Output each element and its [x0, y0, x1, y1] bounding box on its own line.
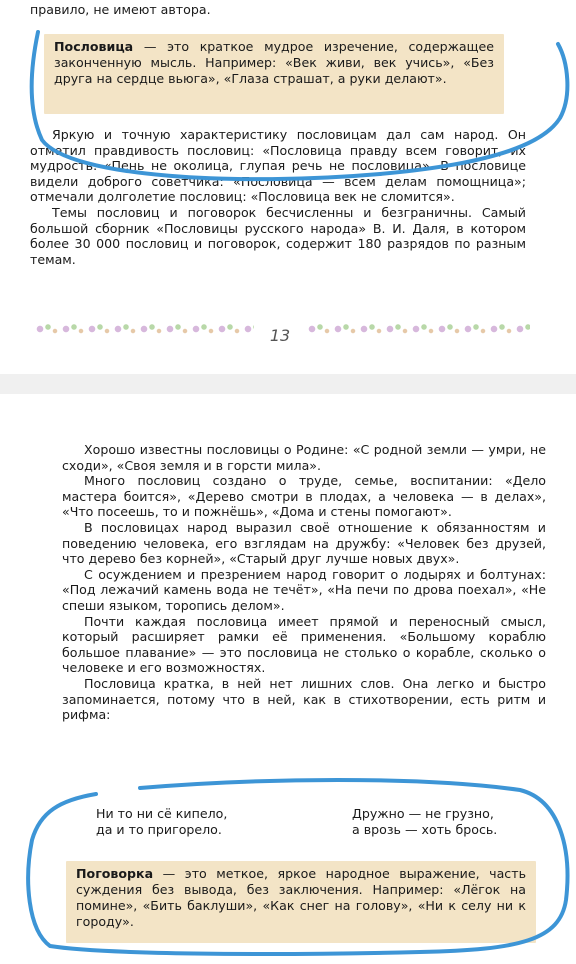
paragraph: С осуждением и презрением народ говорит о лодырях и болтунах: «Под лежачий камень вода не течёт», «На печи по дрова поехал», «Не спеши языком, торопись делом».	[62, 566, 546, 613]
saying-definition-box	[66, 861, 536, 943]
textbook-page-14	[0, 394, 576, 964]
page14-body	[62, 442, 546, 723]
paragraph: Почти каждая пословица имеет прямой и переносный смысл, который расширяет рамки её применения. «Большому кораблю большое плавание» — это пословица не столько о корабле, сколько о человеке и его возможностях.	[62, 613, 546, 676]
paragraph: Пословица кратка, в ней нет лишних слов. Она легко и быстро запоминается, потому что в ней, как в стихотворении, есть ритм и рифма:	[62, 675, 546, 723]
page-number: 13	[269, 326, 291, 345]
paragraph: Темы пословиц и поговорок бесчисленны и безграничны. Самый большой сборник «Пословицы русского народа» В. И. Даля, в котором более 30 000 пословиц и поговорок, содержит 180 разрядов по разным темам.	[30, 204, 526, 267]
proverb-definition-box	[44, 34, 504, 114]
paragraph: В пословицах народ выразил своё отношение к обязанностям и поведению человека, его взглядам на дружбу: «Человек без друзей, что дерево без корней», «Старый друг лучше новых двух».	[62, 519, 546, 567]
decorative-border-right	[306, 322, 530, 336]
page13-body	[30, 127, 526, 267]
definition-text: — это меткое, яркое народное выражение, часть суждения без вывода, без заключения. Например: «Лёгок на помине», «Бить баклуши», «Как снег на голову», «Ни к селу ни к городу».	[76, 866, 526, 929]
definition-term: Пословица	[54, 39, 134, 54]
textbook-page-13	[0, 0, 576, 374]
rhyme-example-left: Ни то ни сё кипело, да и то пригорело.	[96, 806, 228, 837]
rhyme-example-right: Дружно — не грузно, а врозь — хоть брось.	[352, 806, 498, 837]
decorative-border-left	[34, 322, 254, 336]
definition-term: Поговорка	[76, 866, 154, 881]
paragraph: Яркую и точную характеристику пословицам дал сам народ. Он отметил правдивость пословиц: «Пословица правду всем говорит, их мудрость: «Пень не околица, глупая речь не пословица». В пословице видели доброго советчика: «Пословица — всем делам помощница»; отмечали долголетие пословиц: «Пословица век не сломится».	[30, 127, 526, 205]
paragraph: Хорошо известны пословицы о Родине: «С родной земли — умри, не сходи», «Своя земля и в горсти мила».	[62, 442, 546, 473]
page-top-line: правило, не имеют автора.	[30, 2, 211, 17]
paragraph: Много пословиц создано о труде, семье, воспитании: «Дело мастера боится», «Дерево смотри в плодах, а человека — в делах», «Что посеешь, то и пожнёшь», «Дома и стены помогают».	[62, 473, 546, 520]
definition-text: — это краткое мудрое изречение, содержащее законченную мысль. Например: «Век живи, век учись», «Без друга на сердце вьюга», «Глаза страшат, а руки делают».	[54, 39, 494, 86]
